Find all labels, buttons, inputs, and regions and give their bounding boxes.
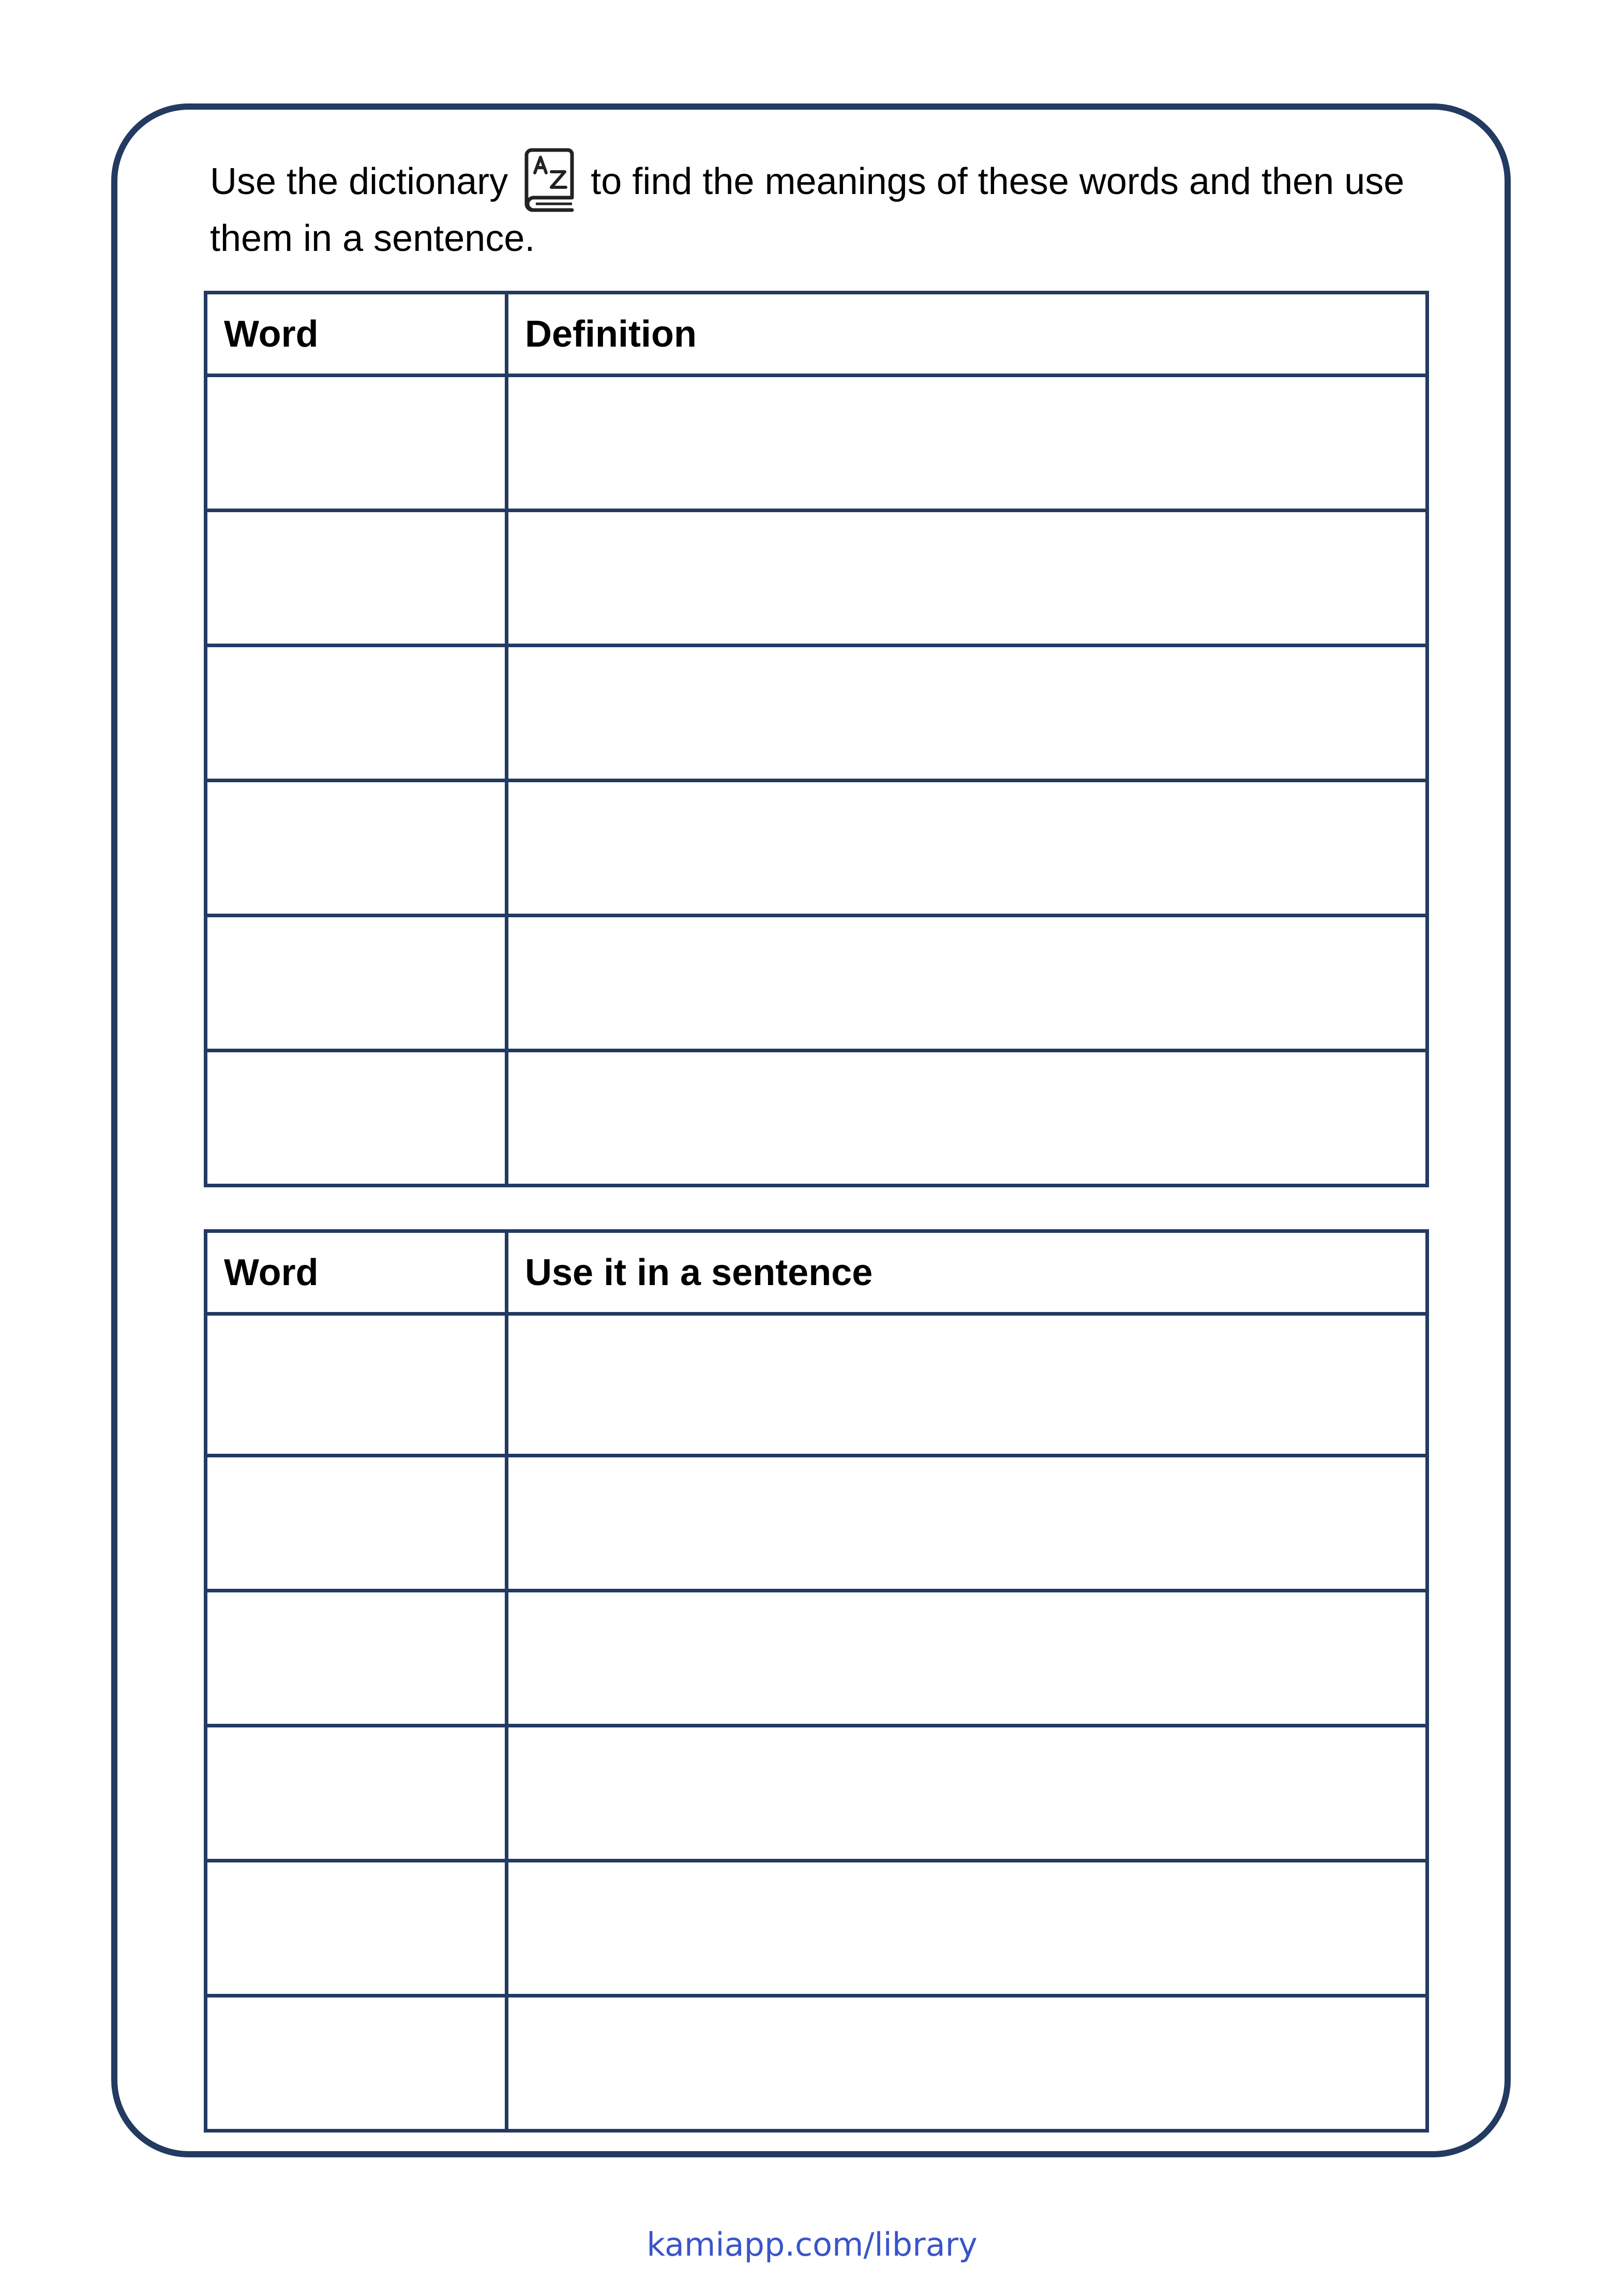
sentence-cell[interactable] <box>507 1996 1427 2131</box>
sentence-cell[interactable] <box>507 1861 1427 1996</box>
dictionary-az-icon <box>521 146 577 212</box>
word-cell[interactable] <box>206 1314 507 1456</box>
sentence-cell[interactable] <box>507 1726 1427 1861</box>
word-cell[interactable] <box>206 1051 507 1186</box>
table-row <box>206 1726 1427 1861</box>
table-row <box>206 1314 1427 1456</box>
definitions-table <box>204 291 1429 1187</box>
table-row <box>206 916 1427 1051</box>
definition-cell[interactable] <box>507 916 1427 1051</box>
table-row <box>206 781 1427 916</box>
table-row <box>206 646 1427 781</box>
word-cell[interactable] <box>206 376 507 511</box>
table-row <box>206 1861 1427 1996</box>
instructions <box>210 155 1431 265</box>
definition-cell[interactable] <box>507 781 1427 916</box>
table-header-row <box>206 1231 1427 1314</box>
table-row <box>206 1591 1427 1726</box>
definition-cell[interactable] <box>507 511 1427 646</box>
definition-cell[interactable] <box>507 376 1427 511</box>
word-cell[interactable] <box>206 1456 507 1591</box>
definition-column-header: Definition <box>507 293 1427 376</box>
table-row <box>206 376 1427 511</box>
sentence-column-header: Use it in a sentence <box>507 1231 1427 1314</box>
word-column-header: Word <box>206 1231 507 1314</box>
word-cell[interactable] <box>206 916 507 1051</box>
definition-cell[interactable] <box>507 1051 1427 1186</box>
sentences-table <box>204 1229 1429 2133</box>
word-cell[interactable] <box>206 781 507 916</box>
sentence-cell[interactable] <box>507 1314 1427 1456</box>
table-row <box>206 1996 1427 2131</box>
table-row <box>206 1051 1427 1186</box>
word-cell[interactable] <box>206 646 507 781</box>
sentence-cell[interactable] <box>507 1591 1427 1726</box>
word-cell[interactable] <box>206 1861 507 1996</box>
definition-cell[interactable] <box>507 646 1427 781</box>
instructions-text-start: Use the dictionary <box>210 161 508 202</box>
table-row <box>206 1456 1427 1591</box>
table-header-row <box>206 293 1427 376</box>
word-cell[interactable] <box>206 1996 507 2131</box>
word-cell[interactable] <box>206 511 507 646</box>
word-cell[interactable] <box>206 1591 507 1726</box>
word-column-header: Word <box>206 293 507 376</box>
instructions-text-end: to find the meanings of these words and then use them in a sentence. <box>210 161 1405 259</box>
word-cell[interactable] <box>206 1726 507 1861</box>
table-row <box>206 511 1427 646</box>
footer-link[interactable]: kamiapp.com/library <box>646 2226 978 2263</box>
sentence-cell[interactable] <box>507 1456 1427 1591</box>
